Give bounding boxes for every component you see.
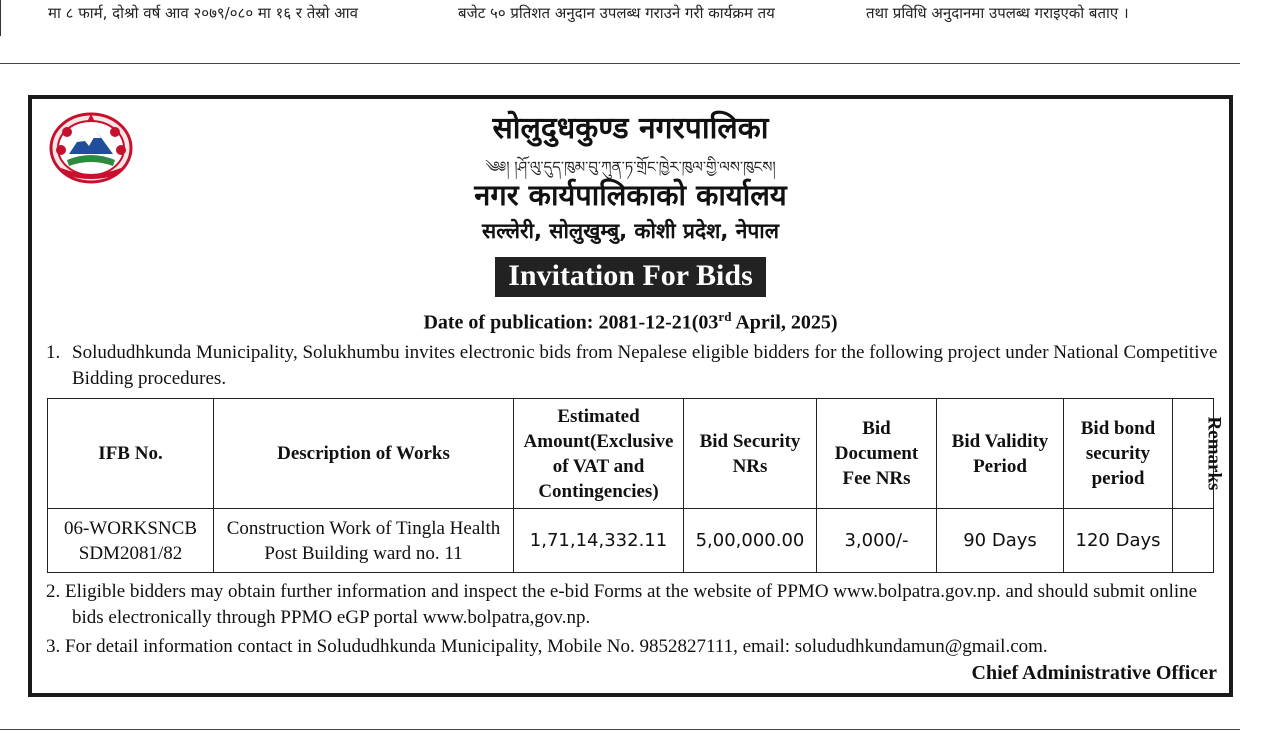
paragraph-1-text: Solududhkunda Municipality, Solukhumbu invites electronic bids from Nepalese eligible bidders for the following project under National Competitive Bidding procedures.	[72, 342, 1218, 389]
cell-estimated-amount: 1,71,14,332.11	[514, 509, 684, 573]
publication-date-suffix: April, 2025)	[731, 311, 838, 334]
previous-article-strip	[0, 0, 1261, 30]
paragraph-2	[46, 579, 1226, 631]
header-remarks-text: Remarks	[1203, 416, 1225, 491]
cell-document-fee: 3,000/-	[817, 509, 937, 573]
bottom-rule	[0, 729, 1240, 730]
paragraph-3	[46, 634, 1226, 660]
tibetan-line: ༄༅། །ཤོ་ལུ་དུད་ཁུམ་བུ་ཀུན་ཏ་གྲོང་ཁྱེར་ཁུལ་གྱི་ལས་ཁུངས།	[485, 158, 776, 176]
cell-bid-security: 5,00,000.00	[684, 509, 817, 573]
table-row	[48, 509, 1214, 573]
notice-title: Invitation For Bids	[495, 257, 766, 297]
header-document-fee: Bid Document Fee NRs	[817, 399, 937, 509]
header-estimated-amount: Estimated Amount(Exclusive of VAT and Contingencies)	[514, 399, 684, 509]
header-ifb-no: IFB No.	[48, 399, 214, 509]
office-name: नगर कार्यपालिकाको कार्यालय	[474, 178, 787, 212]
cell-ifb-no: 06-WORKSNCB SDM2081/82	[48, 509, 214, 573]
header-bid-validity: Bid Validity Period	[937, 399, 1064, 509]
cell-bid-validity: 90 Days	[937, 509, 1064, 573]
municipality-name: सोलुदुधकुण्ड नगरपालिका	[492, 111, 769, 146]
paragraph-2-text: 2. Eligible bidders may obtain further information and inspect the e-bid Forms at the website of PPMO www.bolpatra.gov.np. and should submit online bids electronically through PPMO eGP portal www.bolpatra,gov.np.	[46, 581, 1198, 628]
signature-title: Chief Administrative Officer	[971, 662, 1217, 684]
bids-table	[47, 398, 1225, 573]
title-wrapper	[0, 257, 1261, 297]
publication-date-ordinal: rd	[718, 309, 732, 324]
previous-article-line-3: तथा प्रविधि अनुदानमा उपलब्ध गराइएको बताए ।	[866, 4, 1129, 22]
header-remarks	[1173, 399, 1225, 509]
table-header-row	[48, 399, 1214, 509]
separator-rule	[0, 63, 1240, 64]
publication-date-prefix: Date of publication: 2081-12-21(03	[423, 311, 719, 334]
cell-remarks	[1173, 509, 1214, 573]
paragraph-1-number: 1.	[46, 342, 61, 363]
previous-article-line-2: बजेट ५० प्रतिशत अनुदान उपलब्ध गराउने गरी कार्यक्रम तय	[458, 4, 775, 22]
paragraph-3-text: 3. For detail information contact in Solududhkunda Municipality, Mobile No. 9852827111, email: solududhkundamun@gmail.com.	[46, 636, 1048, 657]
previous-article-line-1: मा ८ फार्म, दोश्रो वर्ष आव २०७९/०८० मा १६ र तेस्रो आव	[48, 4, 358, 22]
header-bond-period: Bid bond security period	[1064, 399, 1173, 509]
publication-date	[0, 309, 1261, 335]
cell-bond-period: 120 Days	[1064, 509, 1173, 573]
header-bid-security: Bid Security NRs	[684, 399, 817, 509]
office-address: सल्लेरी, सोलुखुम्बु, कोशी प्रदेश, नेपाल	[482, 219, 779, 243]
header-description: Description of Works	[214, 399, 514, 509]
cell-description: Construction Work of Tingla Health Post Building ward no. 11	[214, 509, 514, 573]
